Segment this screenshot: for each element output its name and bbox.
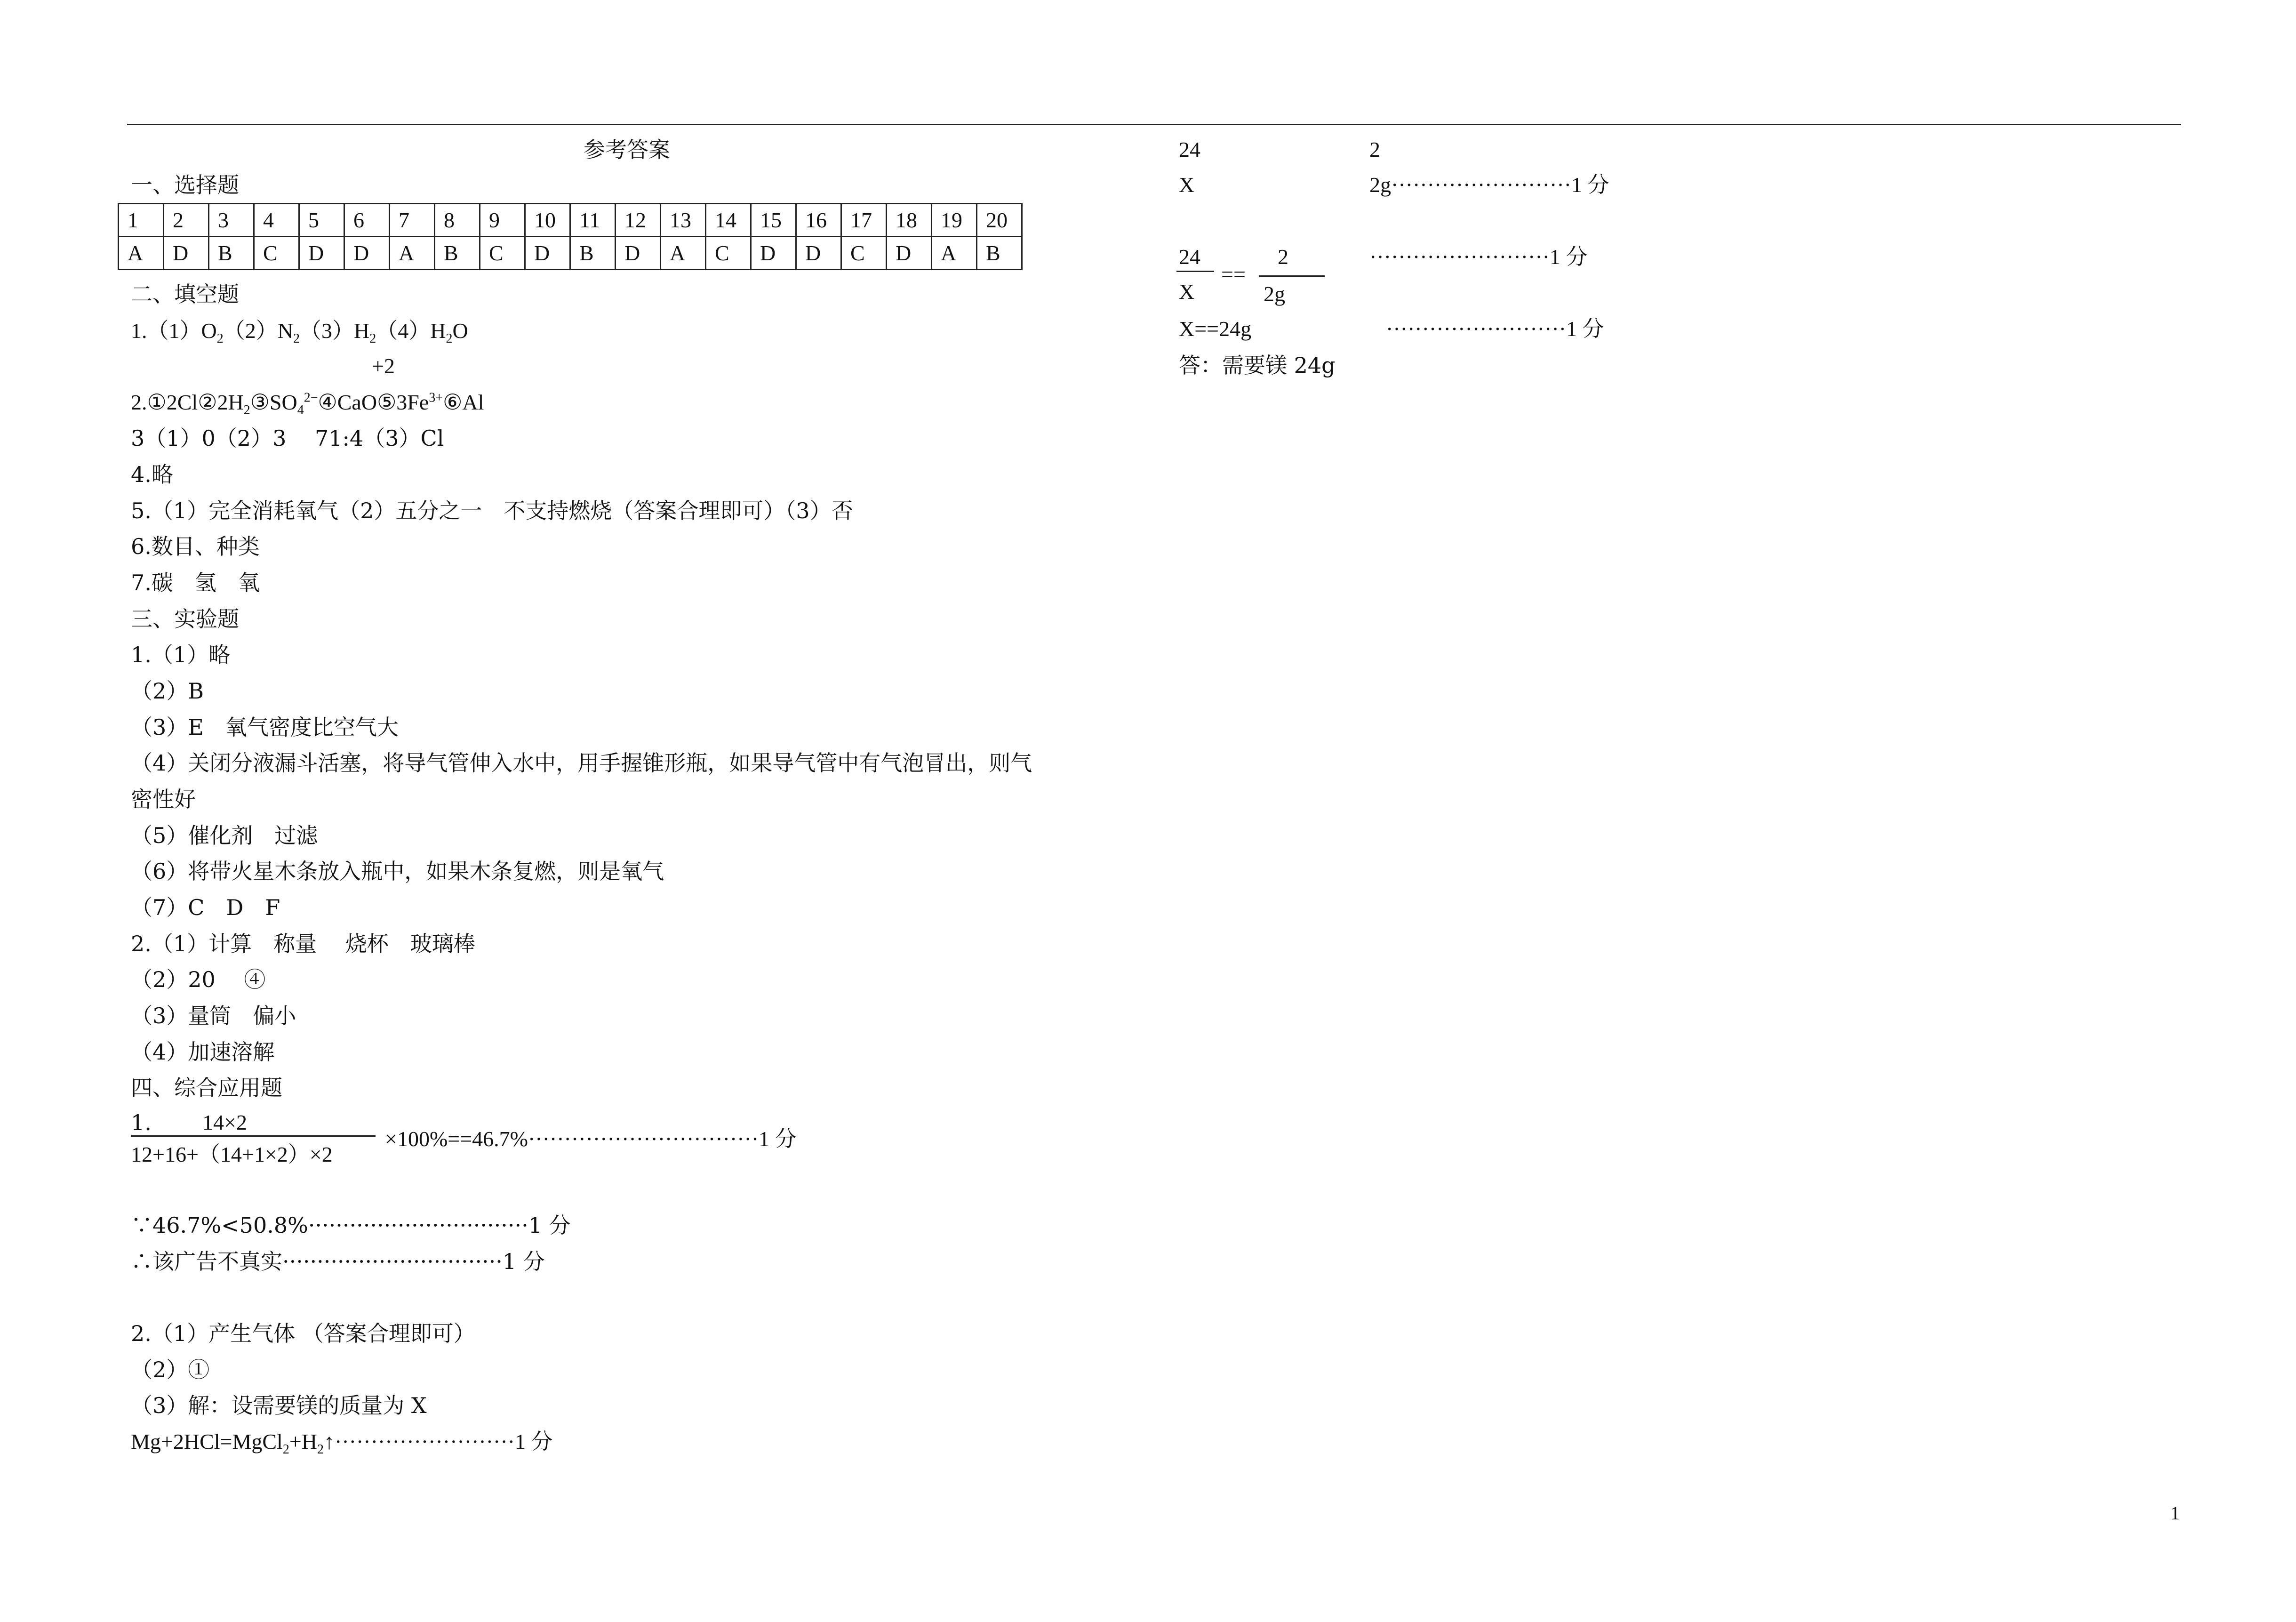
table-cell-number: 14 (706, 204, 751, 237)
table-cell-number: 7 (390, 204, 435, 237)
right-r2-a: X (1179, 173, 1195, 197)
app-q1-label: 1. (131, 1110, 152, 1135)
table-cell-number: 4 (254, 204, 299, 237)
table-cell-answer: D (525, 237, 570, 270)
table-row-numbers (119, 204, 1022, 237)
table-cell-number: 2 (164, 204, 209, 237)
fill-q6: 6.数目、种类 (131, 534, 260, 559)
table-cell-number: 9 (480, 204, 525, 237)
proportion-left-num: 24 (1179, 245, 1200, 269)
table-cell-answer: D (299, 237, 344, 270)
table-cell-number: 5 (299, 204, 344, 237)
app-q1-denominator: 12+16+（14+1×2）×2 (131, 1142, 333, 1166)
x-result-dots: ·························1 分 (1386, 317, 1604, 341)
table-cell-answer: D (344, 237, 390, 270)
proportion-right-num: 2 (1278, 245, 1288, 269)
fill-q1: $1.(1)O_2(2)N_2(3)H_2(4)H_2O$ (131, 319, 468, 346)
experiment-heading: 三、实验题 (131, 606, 239, 632)
fill-q3: 3（1）0（2）3 71:4（3）Cl (131, 426, 444, 451)
app-q2-line: （3）解：设需要镁的质量为 X (131, 1393, 427, 1418)
page-title: 参考答案 (584, 137, 670, 162)
proportion-right-den: 2g (1264, 282, 1285, 306)
app-therefore: ∴该广告不真实································1 分 (131, 1249, 545, 1274)
table-cell-number: 3 (209, 204, 254, 237)
table-cell-number: 6 (344, 204, 390, 237)
table-cell-number: 15 (751, 204, 796, 237)
page-number: 1 (2170, 1502, 2180, 1524)
header-rule (127, 124, 2181, 125)
app-q2-line: （2）① (131, 1357, 210, 1382)
fill-q4: 4.略 (131, 462, 173, 487)
right-r1-a: 24 (1179, 137, 1200, 161)
table-cell-answer: B (570, 237, 616, 270)
right-r2-b: 2g·························1 分 (1369, 173, 1609, 197)
table-cell-answer: A (390, 237, 435, 270)
table-cell-number: 10 (525, 204, 570, 237)
app-q1-numerator: 14×2 (202, 1110, 247, 1134)
table-cell-number: 20 (977, 204, 1022, 237)
table-cell-answer: C (480, 237, 525, 270)
table-cell-answer: D (164, 237, 209, 270)
table-cell-number: 13 (661, 204, 706, 237)
exp-line: （6）将带火星木条放入瓶中，如果木条复燃，则是氧气 (131, 859, 664, 884)
table-cell-answer: C (254, 237, 299, 270)
table-cell-answer: B (209, 237, 254, 270)
table-cell-answer: D (887, 237, 932, 270)
exp-line: 1.（1）略 (131, 642, 231, 667)
table-cell-answer: D (796, 237, 841, 270)
exp-line: （2）B (131, 678, 204, 704)
table-cell-number: 11 (570, 204, 616, 237)
reaction-equation: $Mg+2HCl=MgCl_2+H_2↑\cdot\cdot\cdot\cdot\cdot\cdot\cdot\cdot\cdot\cdot\cdot\cdot\cdot\cdot\cdot\cdot\cdot\cdot\cdot\cdot\cdot\cdot\cdot\cdot\cdot 1$ 分 (131, 1429, 553, 1457)
application-heading: 四、综合应用题 (131, 1075, 282, 1100)
table-cell-answer: C (841, 237, 887, 270)
app-q1-fraction-bar (131, 1135, 376, 1137)
exp-line: 密性好 (131, 787, 196, 812)
table-cell-number: 16 (796, 204, 841, 237)
exp-line: （7）C D F (131, 895, 280, 920)
table-cell-number: 12 (616, 204, 661, 237)
fill-q2: $2.①2Cl②2H_2③SO_4^{2-}④CaO⑤3Fe^{3+}⑥Al$ (131, 390, 484, 418)
proportion-left-bar (1176, 271, 1214, 272)
table-cell-answer: A (932, 237, 977, 270)
table-row-answers (119, 237, 1022, 270)
final-answer: 答：需要镁 24g (1179, 353, 1336, 378)
table-cell-answer: A (119, 237, 164, 270)
table-cell-number: 8 (435, 204, 480, 237)
table-cell-answer: A (661, 237, 706, 270)
table-cell-number: 17 (841, 204, 887, 237)
proportion-equals: == (1221, 262, 1246, 286)
exp-line: （4）加速溶解 (131, 1039, 275, 1065)
valence-charge: +2 (372, 354, 395, 378)
app-q1-result: ×100%==46.7%································1 分 (385, 1127, 797, 1151)
table-cell-number: 18 (887, 204, 932, 237)
exp-line: （4）关闭分液漏斗活塞，将导气管伸入水中，用手握锥形瓶，如果导气管中有气泡冒出，则气 (131, 750, 1032, 776)
table-cell-answer: D (616, 237, 661, 270)
table-cell-number: 1 (119, 204, 164, 237)
proportion-right-bar (1259, 275, 1325, 277)
exp-line: （3）E 氧气密度比空气大 (131, 715, 399, 740)
fill-heading: 二、填空题 (131, 281, 239, 307)
table-cell-answer: C (706, 237, 751, 270)
choice-heading: 一、选择题 (131, 172, 239, 198)
proportion-left-den: X (1179, 280, 1195, 304)
app-q2-line: 2.（1）产生气体 （答案合理即可） (131, 1321, 475, 1346)
exp-line: 2.（1）计算 称量 烧杯 玻璃棒 (131, 931, 475, 956)
choice-answer-table (118, 203, 1023, 270)
table-cell-answer: D (751, 237, 796, 270)
exp-line: （2）20 ④ (131, 967, 266, 992)
exp-line: （5）催化剂 过滤 (131, 823, 318, 848)
app-because: ∵46.7%<50.8%································1 分 (131, 1212, 571, 1238)
table-cell-number: 19 (932, 204, 977, 237)
right-r1-b: 2 (1369, 137, 1380, 161)
x-result: X==24g (1179, 317, 1252, 341)
fill-q5: 5.（1）完全消耗氧气（2）五分之一 不支持燃烧（答案合理即可）（3）否 (131, 498, 853, 523)
table-cell-answer: B (977, 237, 1022, 270)
proportion-dots: ·························1 分 (1369, 245, 1588, 269)
table-cell-answer: B (435, 237, 480, 270)
fill-q7: 7.碳 氢 氧 (131, 570, 260, 595)
exp-line: （3）量筒 偏小 (131, 1003, 296, 1028)
